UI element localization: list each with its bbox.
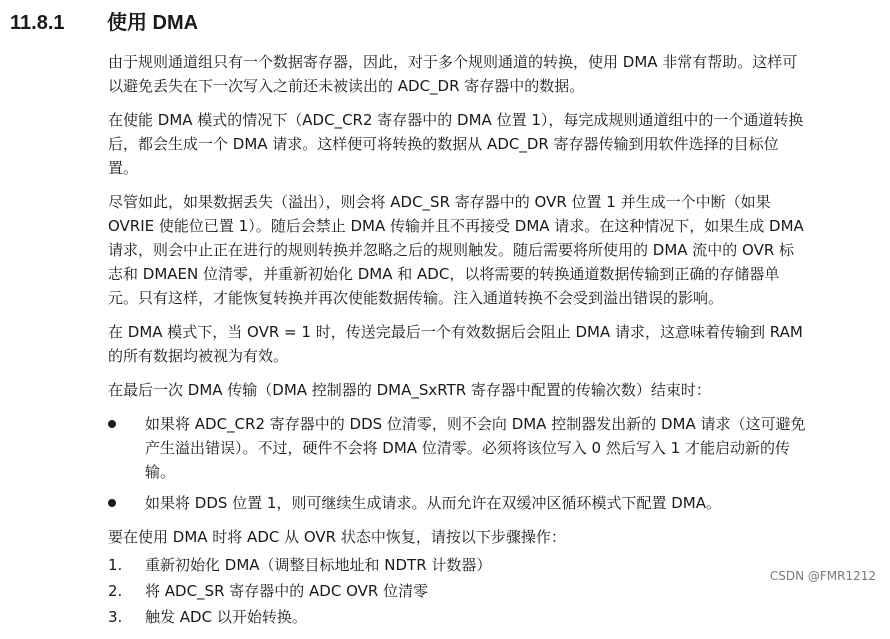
step-text: 触发 ADC 以开始转换。 — [145, 608, 307, 626]
bullet-icon — [108, 499, 116, 507]
paragraph: 在最后一次 DMA 传输（DMA 控制器的 DMA_SxRTR 寄存器中配置的传输次数）结束时： — [108, 381, 711, 399]
paragraph: 在 DMA 模式下，当 OVR = 1 时，传送完最后一个有效数据后会阻止 DMA 请求，这意味着传输到 RAM 的所有数据均被视为有效。 — [108, 323, 803, 365]
section-title: 使用 DMA — [107, 12, 199, 34]
list-item — [108, 553, 808, 577]
step-text: 将 ADC_SR 寄存器中的 ADC OVR 位清零 — [145, 582, 429, 600]
list-item — [108, 605, 808, 629]
list-item-text: 如果将 ADC_CR2 寄存器中的 DDS 位清零，则不会向 DMA 控制器发出新的 DMA 请求（这可避免产生溢出错误）。不过，硬件不会将 DMA 位清零。必须将该位写入 0 然后写入 1 才能启动新的传输。 — [145, 415, 806, 481]
section-number: 11.8.1 — [10, 12, 65, 34]
step-text: 重新初始化 DMA（调整目标地址和 NDTR 计数器） — [145, 556, 492, 574]
bullet-list — [108, 412, 808, 515]
list-item — [108, 412, 808, 484]
step-number: 1. — [108, 556, 123, 574]
watermark: CSDN @FMR1212 — [769, 569, 876, 583]
list-item — [108, 579, 808, 603]
paragraph: 尽管如此，如果数据丢失（溢出），则会将 ADC_SR 寄存器中的 OVR 位置 1 并生成一个中断（如果 OVRIE 使能位已置 1）。随后会禁止 DMA 传输并且不再接受 DMA 请求。在这种情况下，如果生成 DMA 请求，则会中止正在进行的规则转换并忽略之后的规则触发。随后需要将所使用的 DMA 流中的 OVR 标志和 DMAEN 位清零，并重新初始化 DMA 和 ADC，以将需要的转换通道数据传输到正确的存储器单元。只有这样，才能恢复转换并再次使能数据传输。注入通道转换不会受到溢出错误的影响。 — [108, 193, 804, 307]
steps-intro: 要在使用 DMA 时将 ADC 从 OVR 状态中恢复，请按以下步骤操作： — [108, 528, 566, 546]
list-item-text: 如果将 DDS 位置 1，则可继续生成请求。从而允许在双缓冲区循环模式下配置 DMA。 — [145, 494, 721, 512]
step-number: 3. — [108, 608, 123, 626]
paragraph: 由于规则通道组只有一个数据寄存器，因此，对于多个规则通道的转换，使用 DMA 非常有帮助。这样可以避免丢失在下一次写入之前还未被读出的 ADC_DR 寄存器中的数据。 — [108, 53, 798, 95]
list-item — [108, 491, 808, 515]
bullet-icon — [108, 420, 116, 428]
paragraph: 在使能 DMA 模式的情况下（ADC_CR2 寄存器中的 DMA 位置 1），每完成规则通道组中的一个通道转换后，都会生成一个 DMA 请求。这样便可将转换的数据从 ADC_DR 寄存器传输到用软件选择的目标位置。 — [108, 111, 804, 177]
section-body — [108, 50, 808, 639]
steps-list — [108, 553, 808, 629]
step-number: 2. — [108, 582, 123, 600]
section-heading — [10, 8, 198, 38]
